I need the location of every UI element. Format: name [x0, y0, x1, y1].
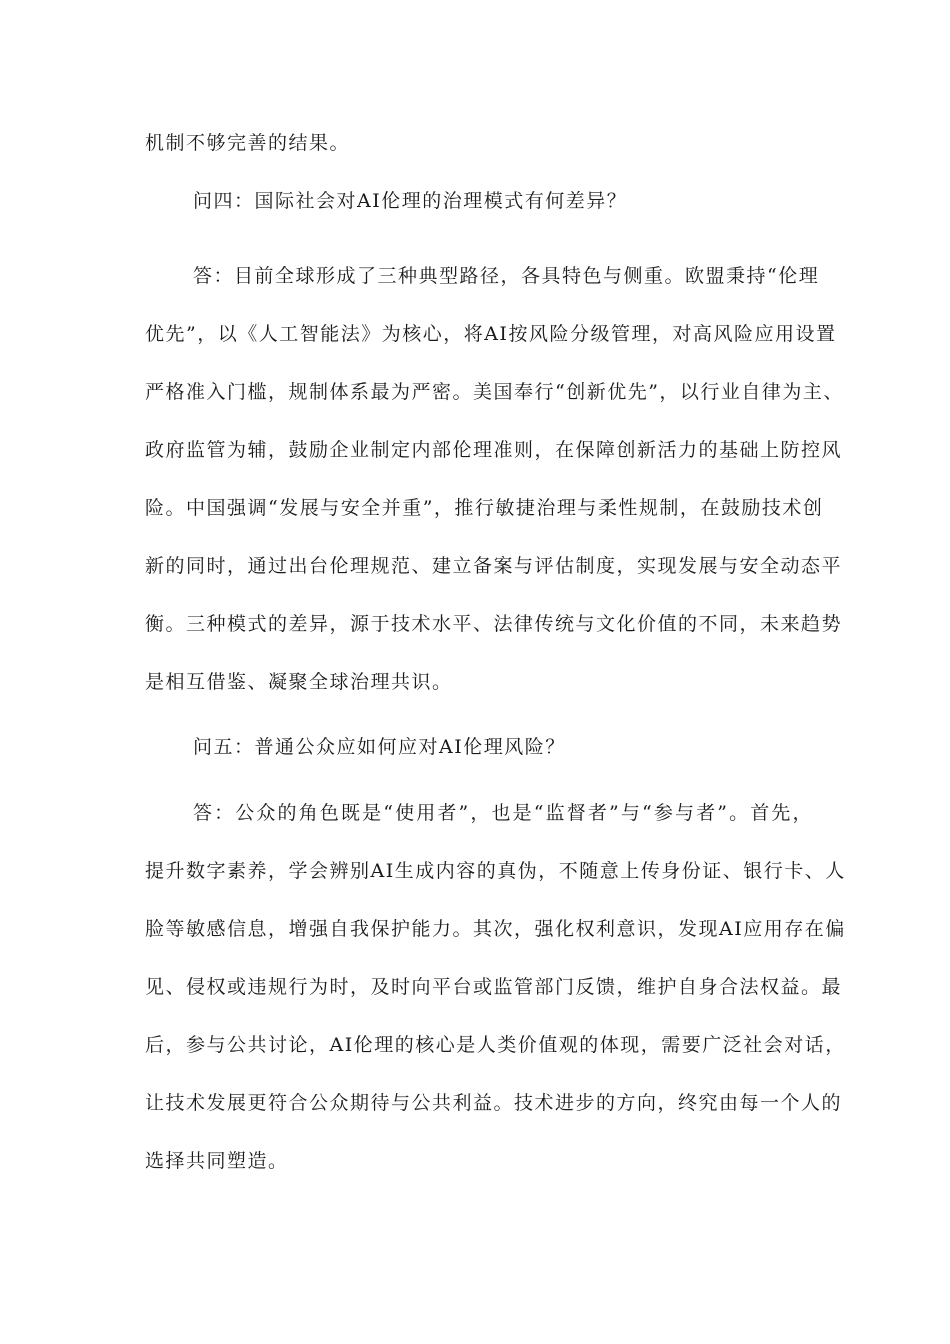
- paragraph-line: 见、侵权或违规行为时，及时向平台或监管部门反馈，维护自身合法权益。最: [145, 976, 843, 998]
- paragraph-line: 衡。三种模式的差异，源于技术水平、法律传统与文化价值的不同，未来趋势: [145, 613, 843, 635]
- question-heading: 问五：普通公众应如何应对AI伦理风险？: [193, 736, 566, 758]
- paragraph-line: 答：目前全球形成了三种典型路径，各具特色与侧重。欧盟秉持“伦理: [193, 265, 820, 287]
- paragraph-line: 机制不够完善的结果。: [145, 132, 351, 154]
- paragraph-line: 严格准入门槛，规制体系最为严密。美国奉行“创新优先”，以行业自律为主、: [145, 381, 844, 403]
- paragraph-line: 政府监管为辅，鼓励企业制定内部伦理准则，在保障创新活力的基础上防控风: [145, 439, 843, 461]
- paragraph-line: 脸等敏感信息，增强自我保护能力。其次，强化权利意识，发现AI应用存在偏: [145, 918, 846, 940]
- paragraph-line: 优先”，以《人工智能法》为核心，将AI按风险分级管理，对高风险应用设置: [145, 323, 837, 345]
- paragraph-line: 选择共同塑造。: [145, 1150, 289, 1172]
- paragraph-line: 后，参与公共讨论，AI伦理的核心是人类价值观的体现，需要广泛社会对话，: [145, 1034, 846, 1056]
- question-heading: 问四：国际社会对AI伦理的治理模式有何差异？: [193, 190, 628, 212]
- paragraph-line: 让技术发展更符合公众期待与公共利益。技术进步的方向，终究由每一个人的: [145, 1092, 843, 1114]
- paragraph-line: 险。中国强调“发展与安全并重”，推行敏捷治理与柔性规制，在鼓励技术创: [145, 497, 824, 519]
- paragraph-line: 答：公众的角色既是“使用者”，也是“监督者”与“参与者”。首先，: [193, 802, 813, 824]
- paragraph-line: 是相互借鉴、凝聚全球治理共识。: [145, 671, 453, 693]
- paragraph-line: 提升数字素养，学会辨别AI生成内容的真伪，不随意上传身份证、银行卡、人: [145, 860, 846, 882]
- paragraph-line: 新的同时，通过出台伦理规范、建立备案与评估制度，实现发展与安全动态平: [145, 555, 843, 577]
